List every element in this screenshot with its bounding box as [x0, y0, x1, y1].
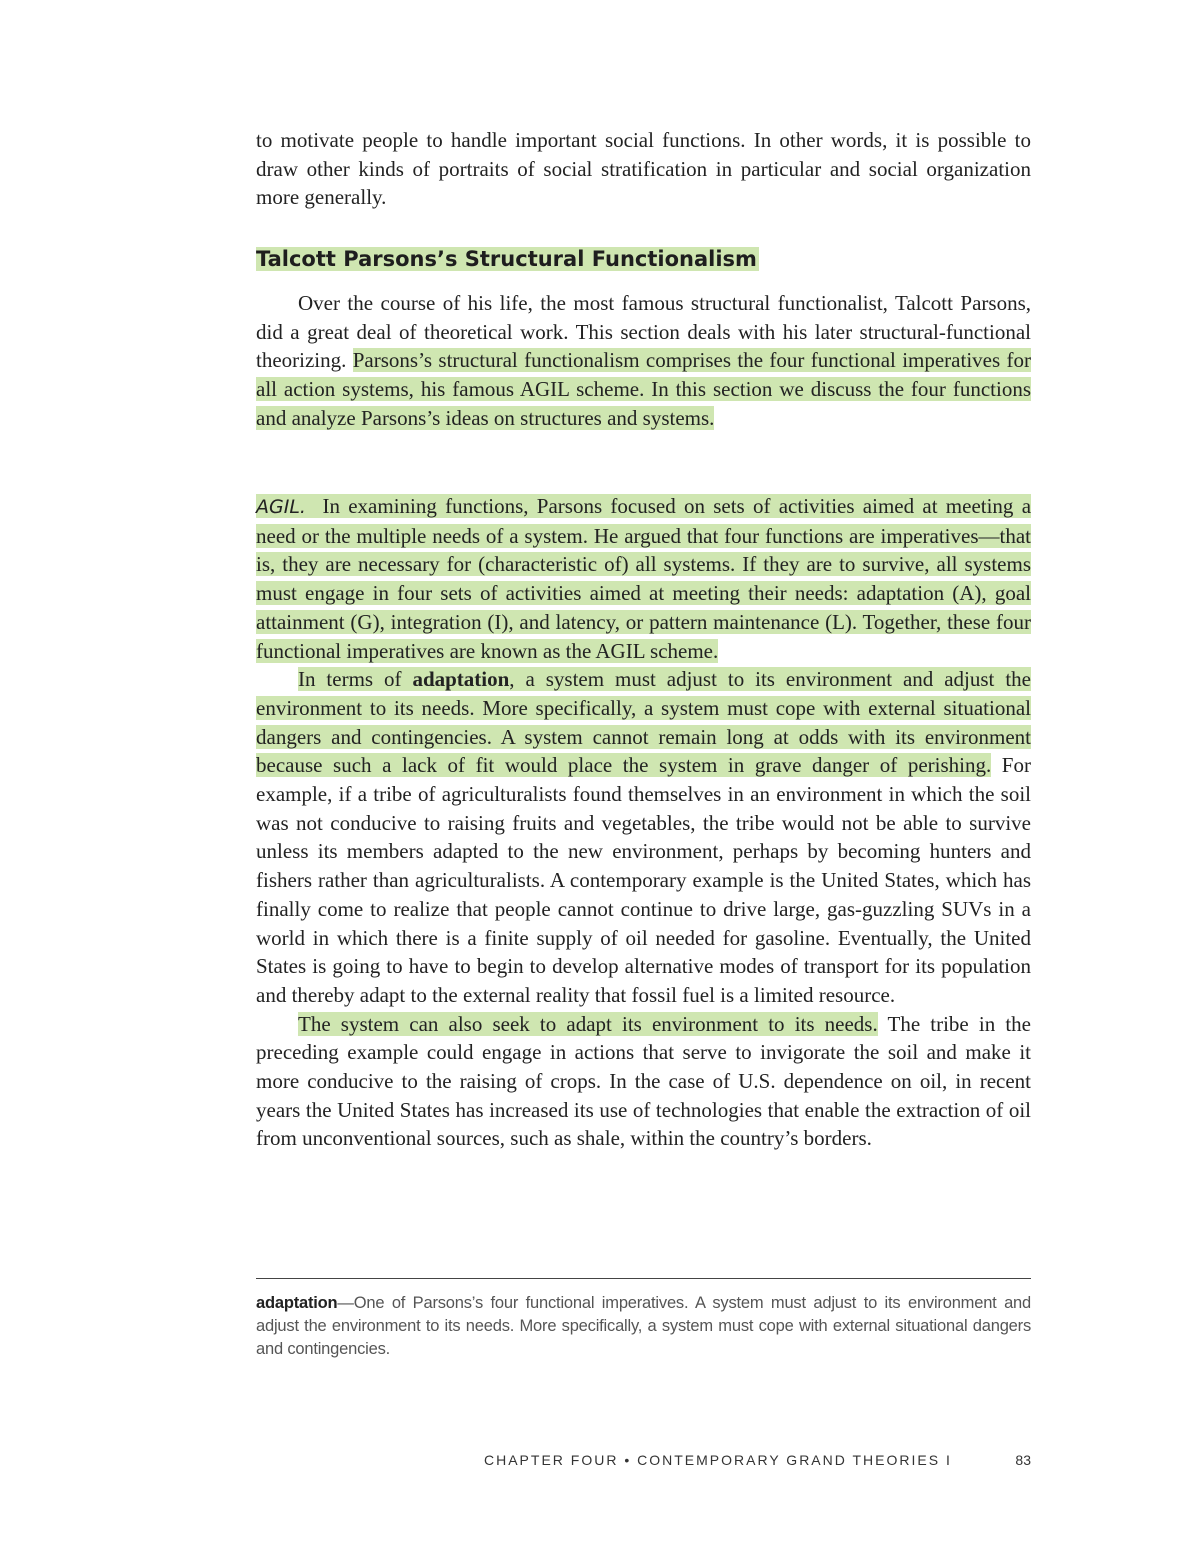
section-paragraph-plain: Over the course of his life, the most famous structural functionalist, Talcott Parsons, did a great deal of theoretical work. This section deals with his later structural-functional theorizing. — [256, 291, 1031, 373]
footnote-divider — [256, 1278, 1031, 1279]
environment-plain-text: The tribe in the preceding example could engage in actions that serve to invigorate the soil and make it more conducive to the raising of crops. In the case of U.S. dependence on oil, in recent years the United States has increased its use of technologies that enable the extraction of oil from unconventional sources, such as shale, within the country’s borders. — [256, 1011, 1031, 1151]
adaptation-paragraph — [256, 665, 1031, 1009]
agil-paragraph-text: In examining functions, Parsons focused on sets of activities aimed at meeting a need or the multiple needs of a system. He argued that four functions are imperatives—that is, they are necessary for (characteristic of) all systems. If they are to survive, all systems must engage in four sets of activities aimed at meeting their needs: adaptation (A), goal attainment (G), integration (I), and latency, or pattern maintenance (L). Together, these four functional imperatives are known as the AGIL scheme. — [256, 494, 1032, 663]
adaptation-plain-text: For example, if a tribe of agriculturalists found themselves in an environment in which the soil was not conducive to raising fruits and vegetables, the tribe would not be able to survive unless its members adapted to the new environment, perhaps by becoming hunters and fishers rather than agriculturalists. A contemporary example is the United States, which has finally come to realize that people cannot continue to drive large, gas-guzzling SUVs in a world in which there is a finite supply of oil needed for gasoline. Eventually, the United States is going to have to begin to develop alternative modes of transport for its population and thereby adapt to the external reality that fossil fuel is a limited resource. — [256, 753, 1031, 1007]
page-number: 83 — [1015, 1452, 1031, 1468]
running-footer — [484, 1452, 1031, 1468]
footnote — [256, 1292, 1031, 1361]
agil-block — [256, 492, 1031, 1153]
environment-paragraph — [256, 1010, 1031, 1154]
adaptation-lead: In terms of — [298, 667, 413, 692]
adaptation-highlight-text: , a system must adjust to its environment and adjust the environment to its needs. More specifically, a system must cope with external situational dangers and contingencies. A system cannot remain long at odds with its environment because such a lack of fit would place the system in grave danger of perishing. — [256, 667, 1031, 778]
section-block — [256, 244, 1031, 433]
footnote-term: adaptation — [256, 1294, 338, 1312]
footnote-definition: —One of Parsons’s four functional imperatives. A system must adjust to its environment and adjust the environment to its needs. More specifically, a system must cope with external situational dangers and contingencies. — [256, 1294, 1031, 1358]
agil-run-head: AGIL. — [256, 496, 306, 518]
adaptation-paragraph-highlight — [256, 667, 1031, 777]
agil-paragraph-highlight — [256, 494, 1031, 663]
adaptation-term: adaptation — [412, 667, 510, 692]
intro-paragraph: to motivate people to handle important social functions. In other words, it is possible to draw other kinds of portraits of social stratification in particular and social organization more generally. — [256, 128, 1031, 210]
section-paragraph-highlight: Parsons’s structural functionalism comprises the four functional imperatives for all action systems, his famous AGIL scheme. In this section we discuss the four functions and analyze Parsons’s ideas on structures and systems. — [256, 348, 1031, 430]
running-head: CHAPTER FOUR • CONTEMPORARY GRAND THEORIES I — [484, 1452, 952, 1468]
section-paragraph — [256, 289, 1031, 433]
agil-paragraph — [256, 492, 1031, 665]
environment-highlight-text: The system can also seek to adapt its environment to its needs. — [298, 1011, 878, 1036]
section-heading — [256, 244, 1031, 274]
intro-block — [256, 126, 1031, 212]
section-heading-text: Talcott Parsons’s Structural Functionalism — [256, 247, 757, 271]
